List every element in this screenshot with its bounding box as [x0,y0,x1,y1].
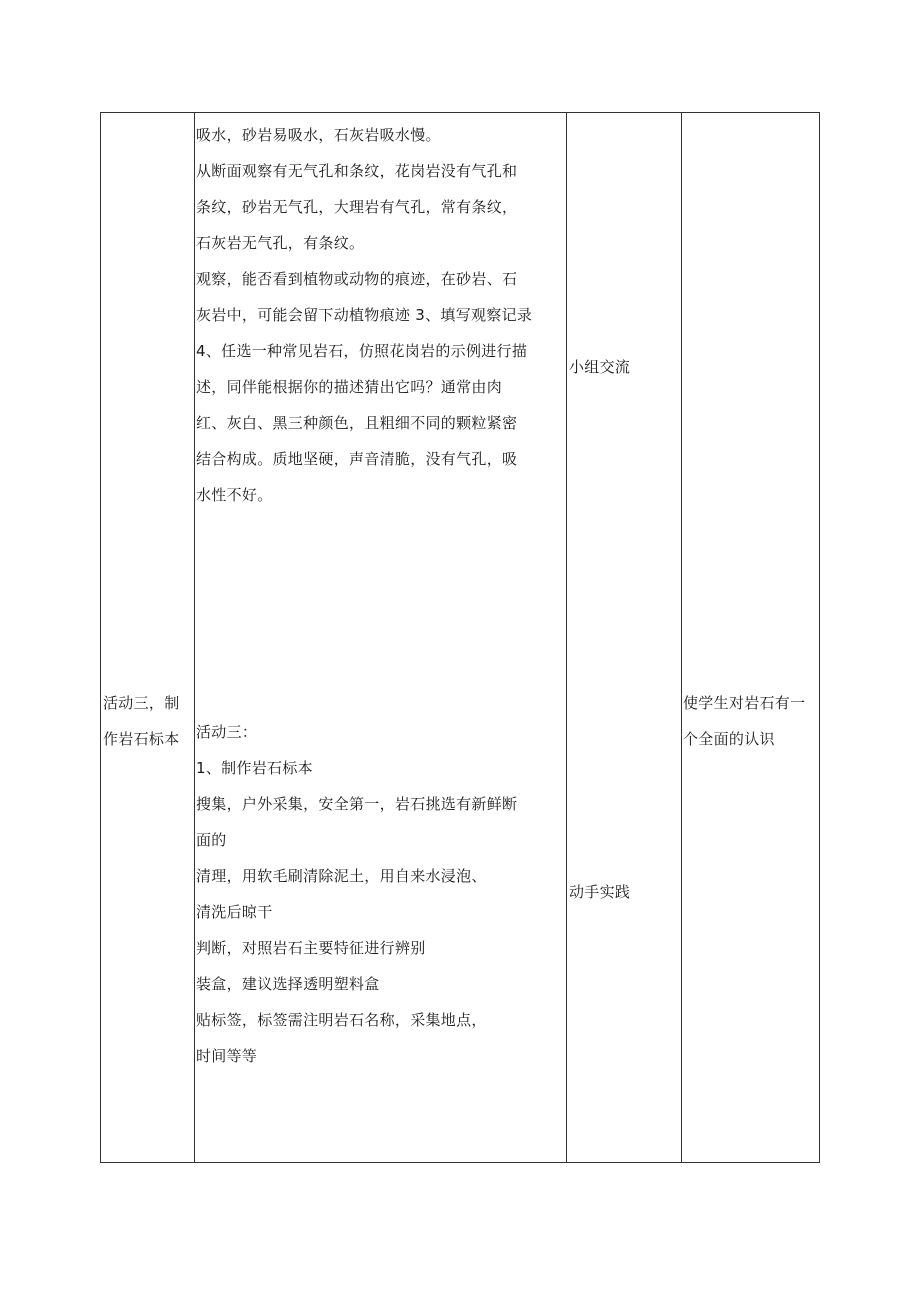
text-line: 清理，用软毛刷清除泥土，用自来水浸泡、 [196,867,487,885]
purpose-line: 个全面的认识 [683,730,775,748]
purpose-line: 使学生对岩石有一 [683,694,806,712]
text-line: 搜集，户外采集，安全第一，岩石挑选有新鲜断 [196,795,518,813]
text-line: 观察，能否看到植物或动物的痕迹，在砂岩、石 [196,270,518,288]
text-line: 结合构成。质地坚硬，声音清脆，没有气孔，吸 [196,450,518,468]
activity-label-line: 作岩石标本 [103,730,180,748]
column-divider-2 [566,113,567,1162]
specimen-steps-block [196,722,517,1066]
text-line: 判断，对照岩石主要特征进行辨别 [196,939,426,957]
text-line: 时间等等 [196,1047,258,1065]
text-line: 灰岩中，可能会留下动植物痕迹 3、填写观察记录 [196,306,533,324]
text-line: 活动三： [196,723,258,741]
observation-text-block [196,125,532,505]
text-line: 水性不好。 [196,486,273,504]
text-line: 述，同伴能根据你的描述猜出它吗？通常由肉 [196,378,503,396]
hands-on-label: 动手实践 [569,883,631,901]
text-line: 从断面观察有无气孔和条纹，花岗岩没有气孔和 [196,162,518,180]
activity-label-line: 活动三，制 [103,694,180,712]
lesson-plan-table [100,112,820,1163]
text-line: 面的 [196,831,227,849]
text-line: 装盒，建议选择透明塑料盒 [196,975,380,993]
text-line: 石灰岩无气孔，有条纹。 [196,234,365,252]
text-line: 红、灰白、黑三种颜色，且粗细不同的颗粒紧密 [196,414,518,432]
column-divider-3 [681,113,682,1162]
text-line: 4、任选一种常见岩石，仿照花岗岩的示例进行描 [196,342,528,360]
text-line: 贴标签，标签需注明岩石名称，采集地点， [196,1011,487,1029]
column-divider-1 [194,113,195,1162]
text-line: 1、制作岩石标本 [196,759,313,777]
activity-label-cell [103,693,180,749]
text-line: 吸水，砂岩易吸水，石灰岩吸水慢。 [196,126,441,144]
text-line: 清洗后晾干 [196,903,273,921]
group-exchange-label: 小组交流 [569,358,631,376]
purpose-cell [683,693,805,749]
text-line: 条纹，砂岩无气孔，大理岩有气孔，常有条纹， [196,198,518,216]
